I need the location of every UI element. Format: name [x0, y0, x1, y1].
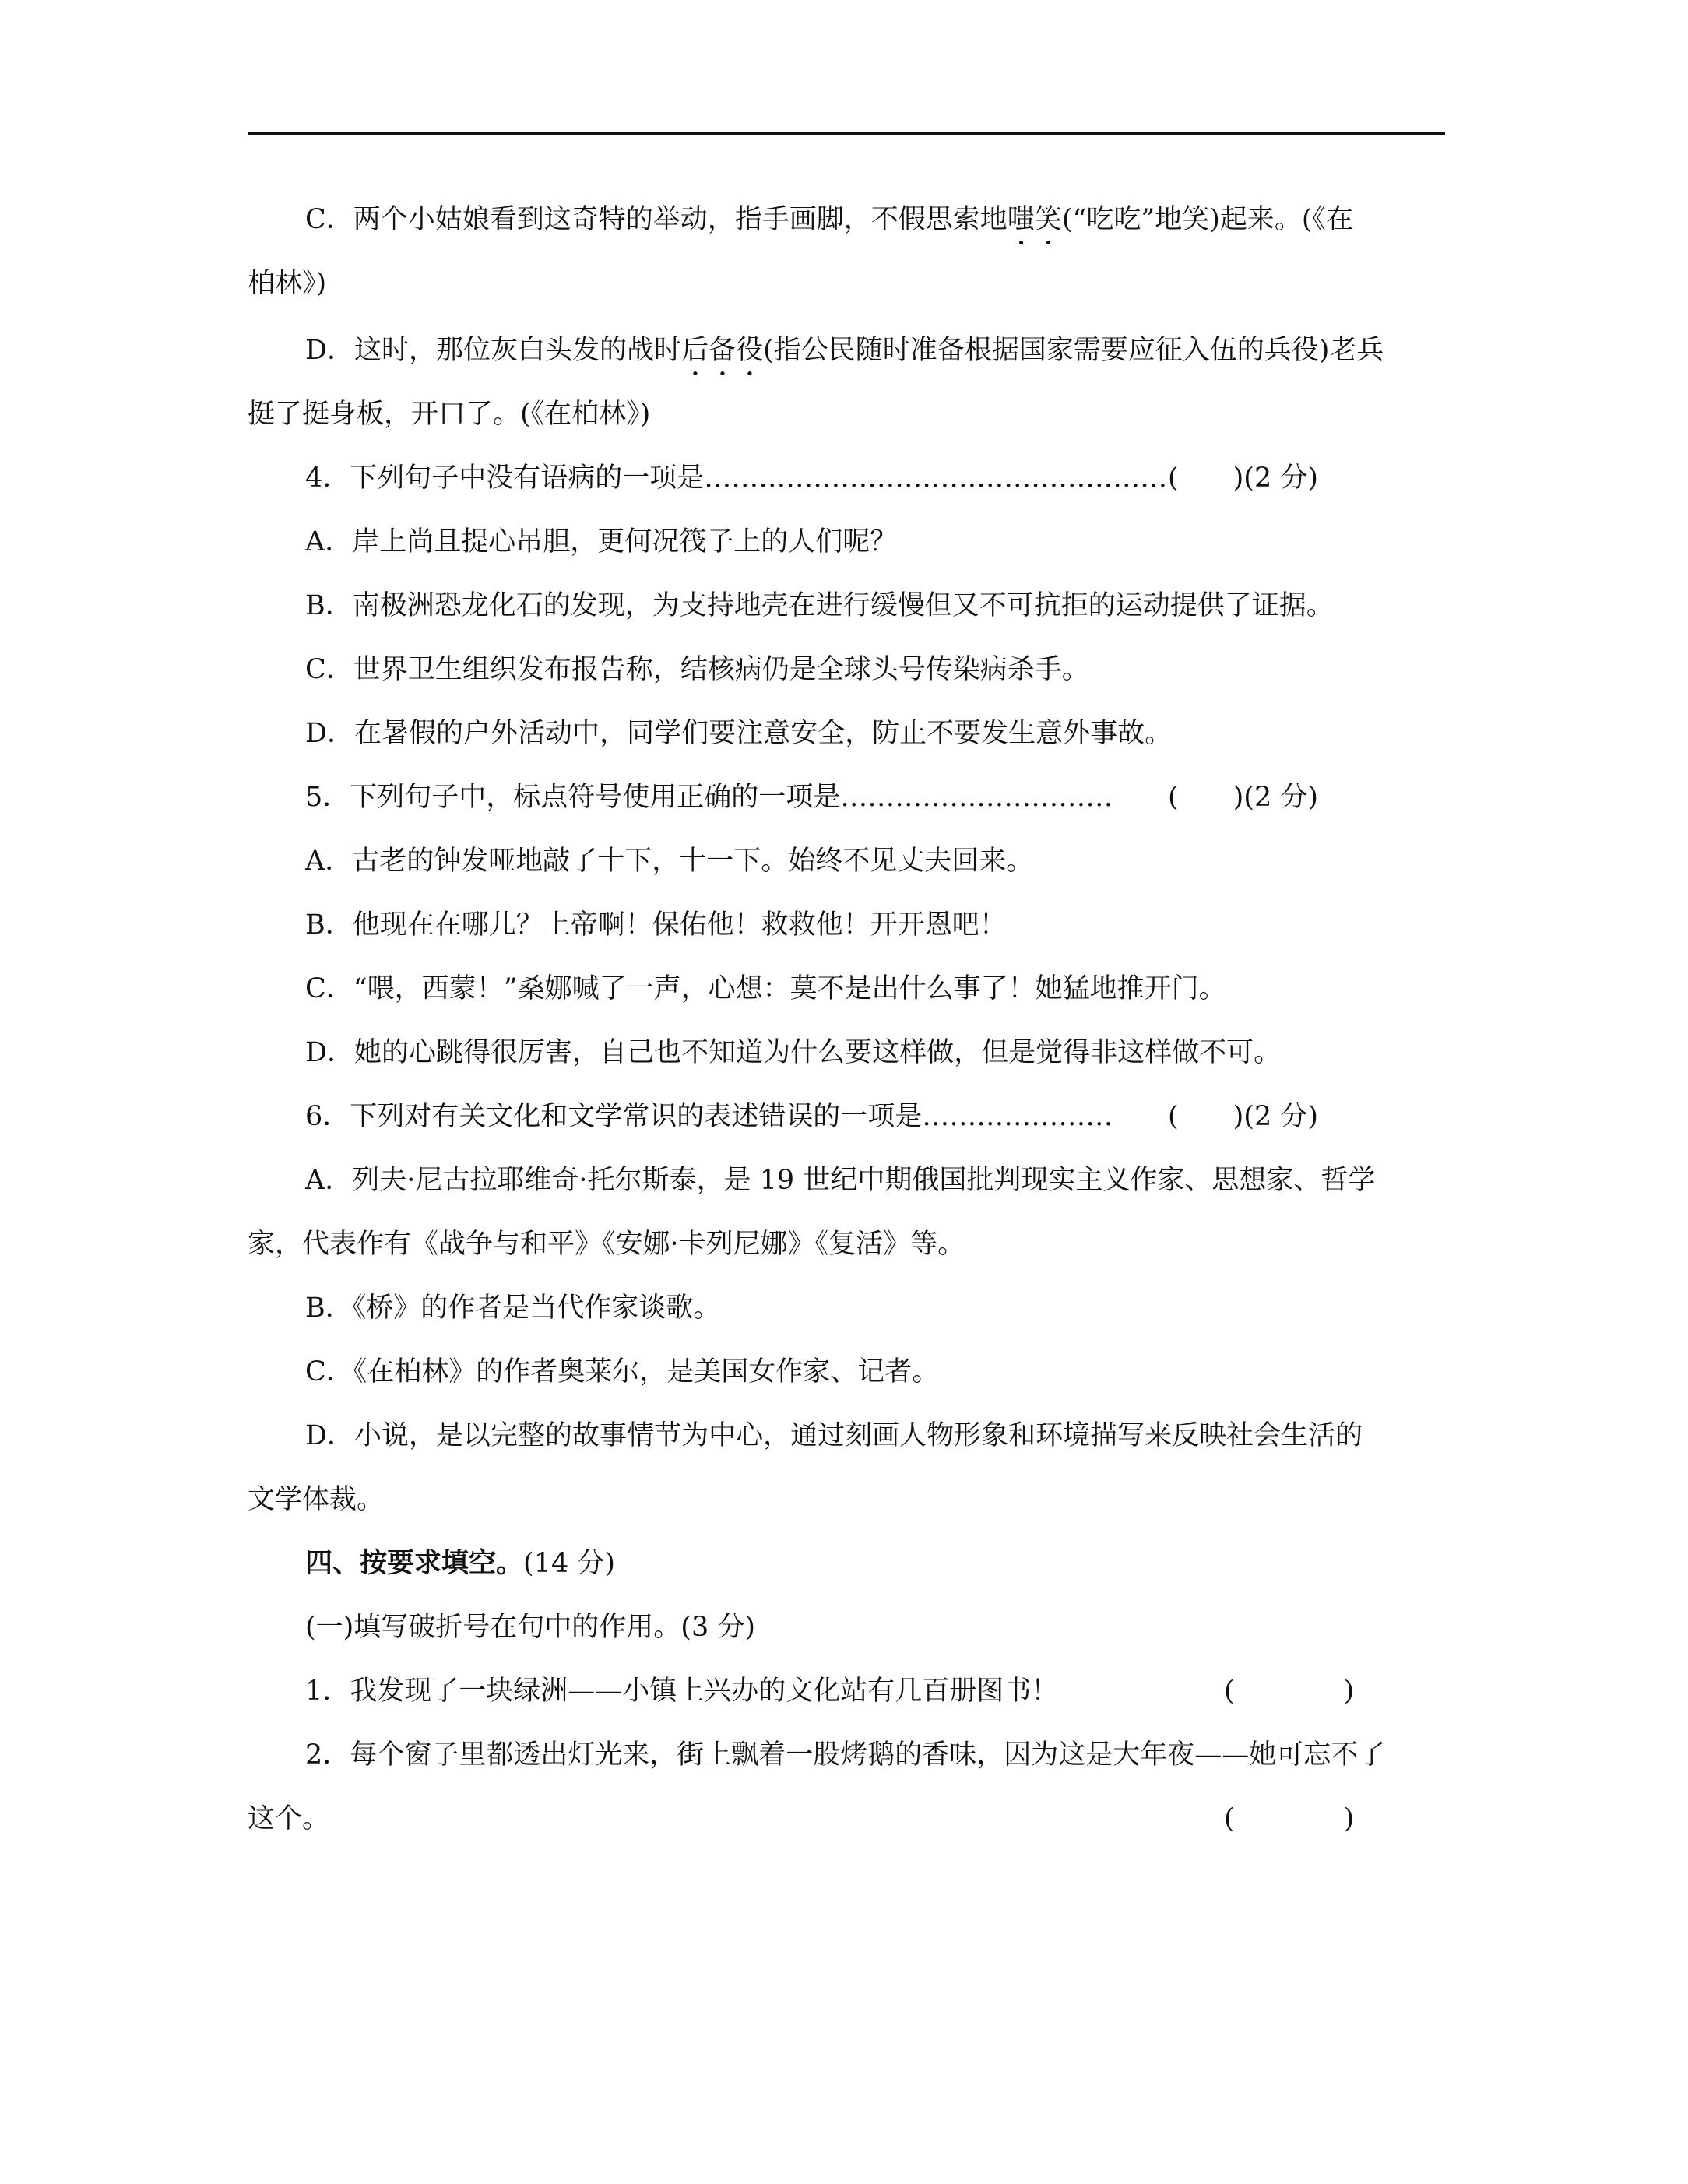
- q5-answer-bracket: ( )(2 分): [1168, 782, 1319, 813]
- section4-sub1: (一)填写破折号在句中的作用。(3 分): [305, 1612, 756, 1643]
- q5-stem: 5．下列句子中，标点符号使用正确的一项是…………………………: [305, 782, 1113, 813]
- q3-option-d-continuation: 挺了挺身板，开口了。(《在柏林》): [248, 399, 651, 430]
- q6-option-a: A．列夫·尼古拉耶维奇·托尔斯泰，是 19 世纪中期俄国批判现实主义作家、思想家、哲学: [305, 1165, 1376, 1196]
- q5-option-b: B．他现在在哪儿？上帝啊！保佑他！救救他！开开恩吧！: [305, 909, 1007, 941]
- q4-answer-bracket: ( )(2 分): [1168, 462, 1319, 494]
- section4-item2: 2．每个窗子里都透出灯光来，街上飘着一股烤鹅的香味，因为这是大年夜——她可忘不了: [305, 1739, 1386, 1771]
- q4-option-d: D．在暑假的户外活动中，同学们要注意安全，防止不要发生意外事故。: [305, 718, 1173, 749]
- header-rule: [248, 132, 1445, 135]
- q3-option-c: [305, 202, 1353, 237]
- section4-item2-continuation: 这个。: [248, 1803, 330, 1834]
- q3-option-d-emphasis: 后备役: [681, 335, 764, 366]
- q6-option-d-continuation: 文学体裁。: [248, 1484, 385, 1515]
- q3-option-c-before: C．两个小姑娘看到这奇特的举动，指手画脚，不假思索地: [305, 204, 1008, 235]
- q6-option-b: B．《桥》的作者是当代作家谈歌。: [305, 1292, 721, 1324]
- q3-option-c-continuation: 柏林》): [248, 268, 327, 299]
- q3-option-d-before: D．这时，那位灰白头发的战时: [305, 335, 682, 366]
- q6-answer-bracket: ( )(2 分): [1168, 1101, 1319, 1132]
- section4-heading: [305, 1546, 615, 1581]
- q6-option-a-continuation: 家，代表作有《战争与和平》《安娜·卡列尼娜》《复活》等。: [248, 1229, 965, 1260]
- q3-option-c-emphasis: 嗤笑: [1007, 204, 1062, 235]
- section4-item2-answer: ( ): [1224, 1803, 1355, 1834]
- q6-option-d: D．小说，是以完整的故事情节为中心，通过刻画人物形象和环境描写来反映社会生活的: [305, 1420, 1363, 1451]
- q3-option-d-after: (指公民随时准备根据国家需要应征入伍的兵役)老兵: [763, 335, 1384, 366]
- section4-score: (14 分): [523, 1548, 615, 1579]
- q5-option-c: C．“喂，西蒙！”桑娜喊了一声，心想：莫不是出什么事了！她猛地推开门。: [305, 973, 1226, 1004]
- section4-item1: 1．我发现了一块绿洲——小镇上兴办的文化站有几百册图书！: [305, 1676, 1059, 1707]
- q3-option-c-after: (“吃吃”地笑)起来。(《在: [1061, 204, 1354, 235]
- q5-option-a: A．古老的钟发哑地敲了十下，十一下。始终不见丈夫回来。: [305, 846, 1034, 877]
- section4-title: 四、按要求填空。: [305, 1548, 524, 1579]
- q5-option-d: D．她的心跳得很厉害，自己也不知道为什么要这样做，但是觉得非这样做不可。: [305, 1037, 1282, 1068]
- q6-stem: 6．下列对有关文化和文学常识的表述错误的一项是…………………: [305, 1101, 1113, 1132]
- q6-option-c: C．《在柏林》的作者奥莱尔，是美国女作家、记者。: [305, 1356, 940, 1387]
- q4-stem: 4．下列句子中没有语病的一项是……………………………………………: [305, 462, 1168, 494]
- section4-item1-answer: ( ): [1224, 1676, 1355, 1707]
- q4-option-a: A．岸上尚且提心吊胆，更何况筏子上的人们呢？: [305, 526, 898, 557]
- q4-option-c: C．世界卫生组织发布报告称，结核病仍是全球头号传染病杀手。: [305, 654, 1089, 685]
- q4-option-b: B．南极洲恐龙化石的发现，为支持地壳在进行缓慢但又不可抗拒的运动提供了证据。: [305, 590, 1334, 621]
- q3-option-d: [305, 333, 1384, 368]
